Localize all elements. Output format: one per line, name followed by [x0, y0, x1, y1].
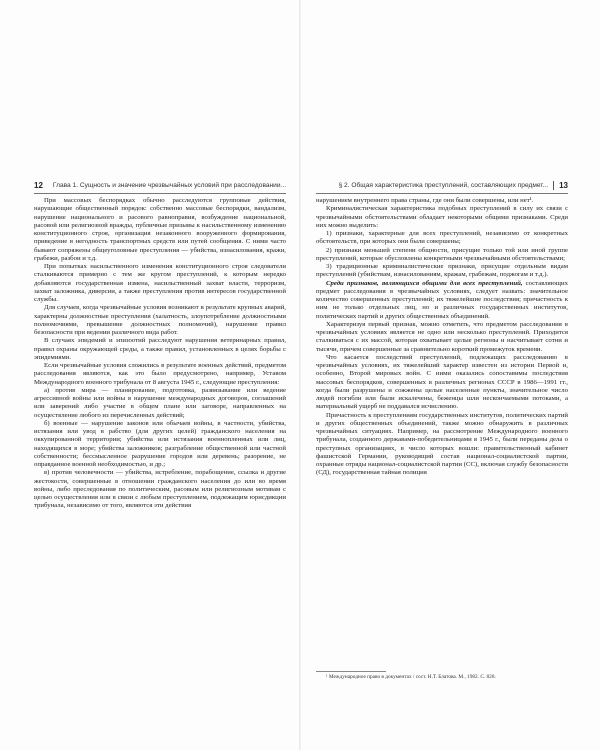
left-page-body [34, 197, 286, 511]
header-separator [553, 181, 554, 190]
list-item: в) против человечности — убийства, истребление, порабощение, ссылка и другие жестокости, совершенные в отношении гражданского населения до или во время войны, либо преследования по политическим, расовым или религиозным мотивам с целью осуществления или в связи с любым преступлением, подлежащим юрисдикции трибунала, независимо от того, являются эти действия [34, 469, 286, 510]
left-header-rule [34, 193, 286, 194]
paragraph: Характеризуя первый признак, можно отметить, что предметом расследования в чрезвычайных условиях является не одно или несколько преступлений. Приходится сталкиваться с их массой, которая охватывает целые регионы и насчитывает сотни и тысячи, причем совершенные за сравнительно короткий промежуток времени. [316, 320, 568, 353]
list-item: 1) признаки, характерные для всех преступлений, независимо от конкретных обстоятельств, при которых они были совершены; [316, 230, 568, 246]
paragraph: Для случаев, когда чрезвычайные условия возникают в результате крупных аварий, характерны должностные преступления (халатность, злоупотребление должностными полномочиями, превышение должностных полномочий), нарушение правил безопасности при ведении различного вида работ. [34, 304, 286, 336]
left-page-number: 12 [34, 180, 43, 190]
list-item: б) военные — нарушение законов или обычаев войны, в частности, убийства, истязания или увод в рабство (для других целей) гражданского населения на оккупированной территории; убийства или истязания военнопленных или лиц, находящихся в море; убийства заложников; разграбление общественной или частной собственности; бессмысленное разрушение городов или деревень; разорение, не оправданное военной необходимостью, и др.; [34, 419, 286, 468]
paragraph: Если чрезвычайные условия сложились в результате военных действий, предметом расследования являются, как это было предусмотрено, например, Уставом Международного военного трибунала от 8 августа 1945 г., следующие преступления: [34, 362, 286, 386]
left-running-head: Глава 1. Сущность и значение чрезвычайных условий при расследовании... [52, 181, 286, 189]
right-running-head: § 2. Общая характеристика преступлений, составляющих предмет... [338, 181, 549, 189]
right-page-number: 13 [559, 180, 568, 190]
continued-paragraph: нарушением внутреннего права страны, где они были совершены, или нет¹. [316, 197, 534, 204]
paragraph: При попытках насильственного изменения конституционного строя следователи сталкиваются примерно с тем же кругом преступлений, к которым нередко добавляются государственная измена, насильственный захват власти, терроризм, захват заложника, диверсии, а также преступления против интересов государственной службы. [34, 263, 286, 303]
paragraph: Что касается последствий преступлений, подлежащих расследованию в чрезвычайных условиях, их тяжелейший характер известен из истории Первой и, особенно, Второй мировых войн. С ними оказались сопоставимы последствия массовых беспорядков, совершенных в различных регионах СССР в 1986—1991 гг., когда были разрушены и сожжены целые населенные пункты, значительное число людей погибли или были искалечены, беженцы шли нескончаемыми потоками, а материальный ущерб не поддавался исчислению. [316, 353, 568, 411]
footnote-rule [316, 671, 386, 672]
list-item: 2) признаки меньшей степени общности, присущие только той или иной группе преступлений, которые обусловлены конкретными чрезвычайными обстоятельствами; [316, 246, 568, 262]
paragraph: При массовых беспорядках обычно расследуются групповые действия, нарушающие общественный порядок: собственно массовые беспорядки, вандализм, нарушение национального и расового равноправия, возбуждение национальной, расовой или религиозной вражды, публичные призывы к насильственному изменению конституционного строя, организация незаконного вооруженного формирования, приведение в негодность транспортных средств или путей сообщения. С ними часто бывают сопряжены общеуголовные преступления — убийства, изнасилования, кражи, грабежи, разбои и т.д. [34, 197, 286, 262]
right-header-rule [316, 193, 568, 194]
gutter [299, 0, 301, 750]
list-item: а) против мира — планирование, подготовка, развязывание или ведение агрессивной войны или войны в нарушение международных договоров, соглашений или заверений либо участие в общем плане или заговоре, направленных на осуществление любого из перечисленных действий; [34, 386, 286, 419]
list-item: 3) традиционные криминалистические признаки, присущие отдельным видам преступлений (убийствам, изнасилованиям, кражам, грабежам, поджогам и т.д.). [316, 263, 568, 279]
emphasis-lead: Среди признаков, являющихся общими для всех преступлений, [326, 279, 523, 287]
paragraph: Криминалистическая характеристика подобных преступлений в силу их связи с чрезвычайными обстоятельствами обладает некоторыми общими признаками. Среди них можно выделить: [316, 205, 568, 229]
paragraph: Причастность к преступлениям государственных институтов, политических партий и других общественных объединений, также можно обнаружить в различных чрезвычайных ситуациях. Например, на рассмотрение Международного военного трибунала, созданного державами-победительницами в 1945 г., были переданы дела о преступных организациях, в число которых вошли: правительственный кабинет фашистской Германии, руководящий состав национал-социалистской партии, охранные отряды национал-социалистской партии (СС), включая службу безопасности (СД), государственная тайная полиция [316, 411, 568, 477]
right-running-header [316, 178, 568, 192]
footnote: ¹ Международное право в документах / сост. Н.Т. Блатова. М., 1982. С. 828. [326, 674, 496, 680]
emphasis-rest: составляющих предмет расследования в чрезвычайных условиях, следует назвать: значительное количество совершенных преступлений; их тяжелейшие последствия; причастность к ним не только отдельных лиц, но и различных государственных институтов, политических партий и других общественных объединений. [316, 279, 568, 320]
left-running-header [34, 178, 286, 192]
emphasis-paragraph [316, 280, 568, 321]
paragraph: В случаях эпидемий и эпизоотий расследуют нарушения ветеринарных правил, правил охраны окружающей среды, а также правил, установленных в целях борьбы с эпидемиями. [34, 337, 286, 361]
right-page-body [316, 197, 568, 478]
